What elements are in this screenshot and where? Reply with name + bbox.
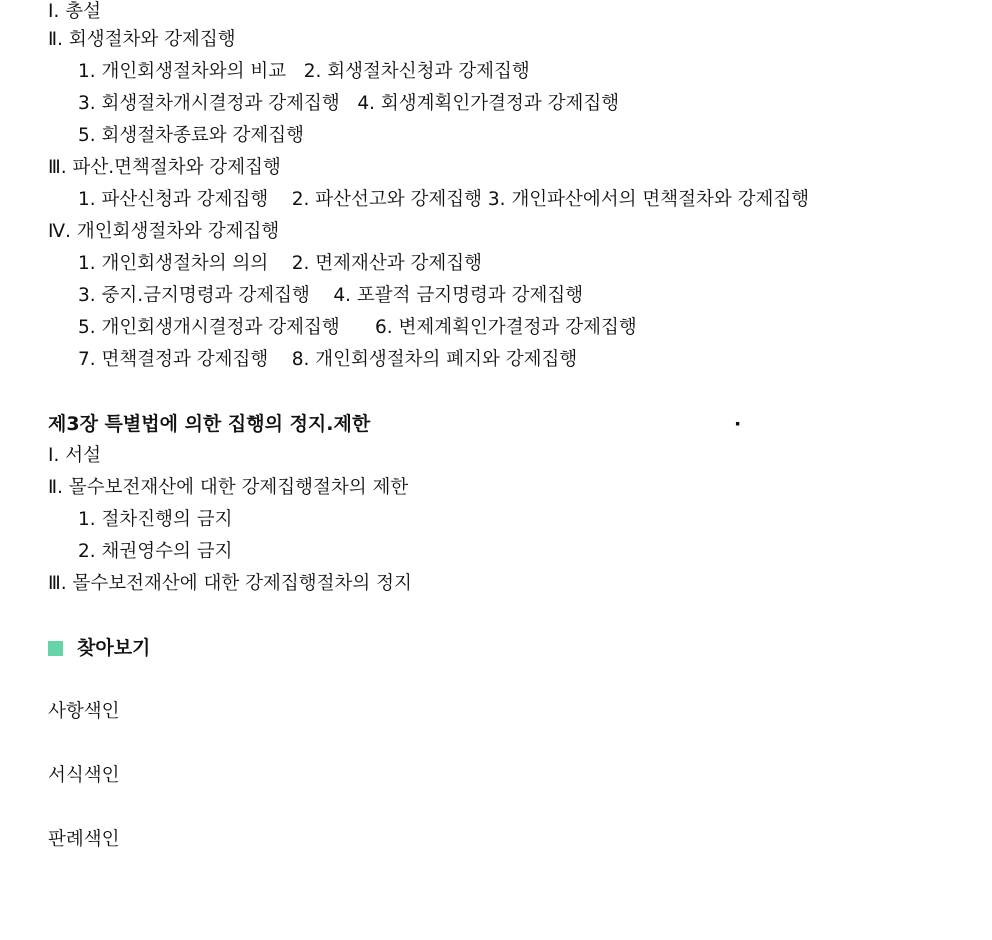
index-item-subject: 사항색인 [48, 701, 120, 722]
spacer [48, 600, 978, 632]
document-page [48, 0, 978, 856]
green-square-icon [48, 641, 63, 656]
toc-roman-2: Ⅱ. 회생절차와 강제집행 [48, 29, 236, 50]
index-item-cases: 판례색인 [48, 829, 120, 850]
toc-roman-4: Ⅳ. 개인회생절차와 강제집행 [48, 221, 280, 242]
toc-roman-3: Ⅲ. 파산.면책절차와 강제집행 [48, 157, 281, 178]
toc-roman-3-line-1: 1. 파산신청과 강제집행 2. 파산선고와 강제집행 3. 개인파산에서의 면책절차와 강제집행 [78, 189, 810, 210]
stray-dot: · [734, 413, 742, 435]
index-heading-text: 찾아보기 [77, 637, 151, 659]
toc-roman-4-line-4: 7. 면책결정과 강제집행 8. 개인회생절차의 폐지와 강제집행 [78, 349, 578, 370]
ch3-roman-1: Ⅰ. 서설 [48, 445, 101, 466]
toc-roman-4-line-1: 1. 개인회생절차의 의의 2. 면제재산과 강제집행 [78, 253, 483, 274]
ch3-roman-3: Ⅲ. 몰수보전재산에 대한 강제집행절차의 정지 [48, 573, 412, 594]
spacer [48, 664, 978, 696]
spacer [48, 792, 978, 824]
index-heading [48, 632, 978, 664]
spacer [48, 728, 978, 760]
spacer [48, 376, 978, 408]
ch3-roman-2-line-1: 1. 절차진행의 금지 [78, 509, 233, 530]
ch3-roman-2: Ⅱ. 몰수보전재산에 대한 강제집행절차의 제한 [48, 477, 409, 498]
chapter-3-title [48, 408, 978, 440]
toc-roman-2-line-3: 5. 회생절차종료와 강제집행 [78, 125, 304, 146]
toc-roman-2-line-1: 1. 개인회생절차와의 비교 2. 회생절차신청과 강제집행 [78, 61, 530, 82]
toc-roman-2-line-2: 3. 회생절차개시결정과 강제집행 4. 회생계획인가결정과 강제집행 [78, 93, 620, 114]
toc-roman-1: Ⅰ. 총설 [48, 1, 101, 22]
ch3-roman-2-line-2: 2. 채권영수의 금지 [78, 541, 233, 562]
index-item-forms: 서식색인 [48, 765, 120, 786]
toc-roman-4-line-3: 5. 개인회생개시결정과 강제집행 6. 변제계획인가결정과 강제집행 [78, 317, 637, 338]
chapter-3-title-text: 제3장 특별법에 의한 집행의 정지.제한 [48, 413, 371, 435]
toc-roman-4-line-2: 3. 중지.금지명령과 강제집행 4. 포괄적 금지명령과 강제집행 [78, 285, 584, 306]
